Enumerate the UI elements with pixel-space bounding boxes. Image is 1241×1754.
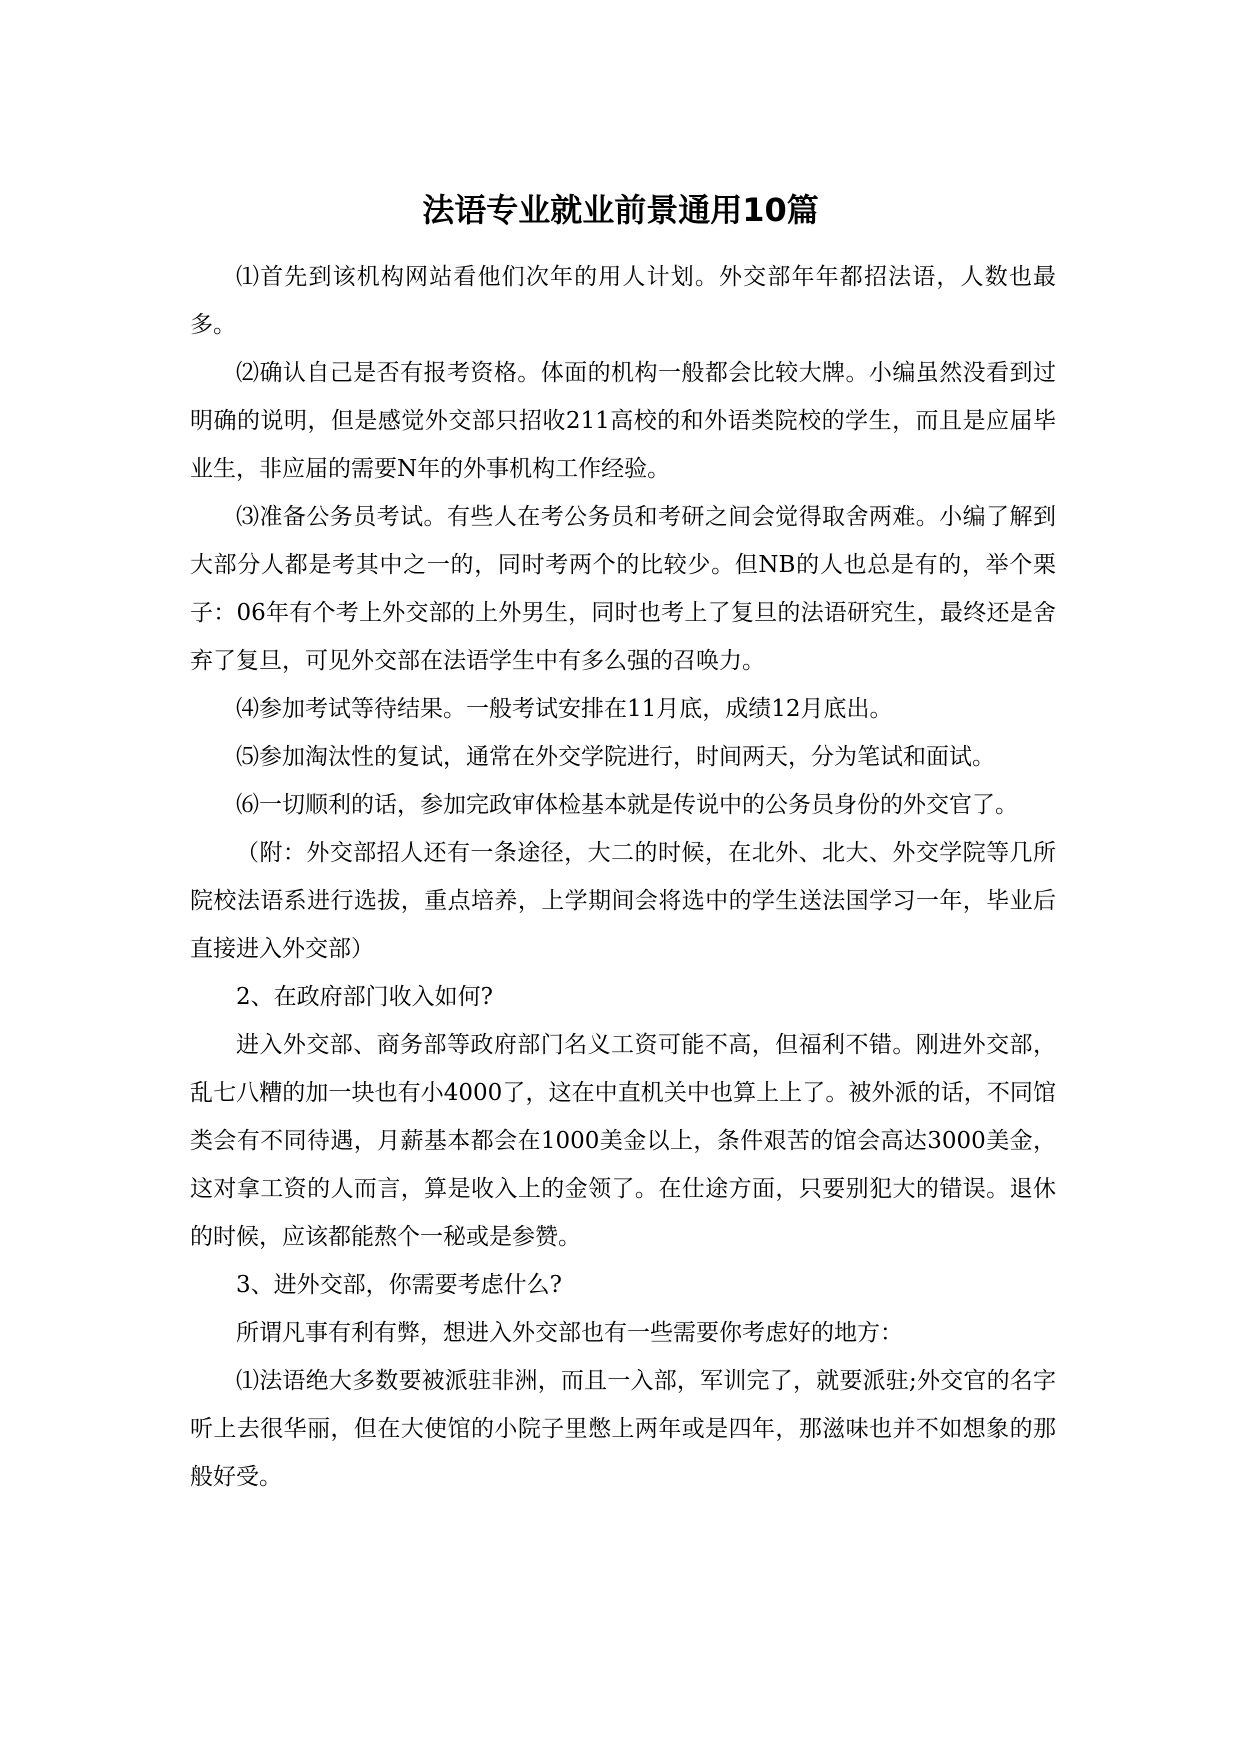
paragraph-step-2: ⑵确认自己是否有报考资格。体面的机构一般都会比较大牌。小编虽然没看到过明确的说明，但是感觉外交部只招收211高校的和外语类院校的学生，而且是应届毕业生，非应届的需要N年的外事机构工作经验。 [190,360,1056,482]
section-heading-considerations: 3、进外交部，你需要考虑什么? [236,1272,562,1298]
document-body [190,253,1056,1501]
section-heading-income: 2、在政府部门收入如何? [236,984,493,1010]
paragraph-note: （附：外交部招人还有一条途径，大二的时候，在北外、北大、外交学院等几所院校法语系进行选拔，重点培养，上学期间会将选中的学生送法国学习一年，毕业后直接进入外交部） [190,840,1056,962]
paragraph-step-6: ⑹一切顺利的话，参加完政审体检基本就是传说中的公务员身份的外交官了。 [236,792,1018,818]
document-title: 法语专业就业前景通用10篇 [422,191,819,229]
paragraph-step-4: ⑷参加考试等待结果。一般考试安排在11月底，成绩12月底出。 [236,696,893,722]
paragraph-step-5: ⑸参加淘汰性的复试，通常在外交学院进行，时间两天，分为笔试和面试。 [236,744,995,770]
paragraph-consideration-1: ⑴法语绝大多数要被派驻非洲，而且一入部，军训完了，就要派驻;外交官的名字听上去很华丽，但在大使馆的小院子里憋上两年或是四年，那滋味也并不如想象的那般好受。 [190,1368,1056,1490]
paragraph-step-1: ⑴首先到该机构网站看他们次年的用人计划。外交部年年都招法语，人数也最多。 [190,264,1056,338]
paragraph-step-3: ⑶准备公务员考试。有些人在考公务员和考研之间会觉得取舍两难。小编了解到大部分人都是考其中之一的，同时考两个的比较少。但NB的人也总是有的，举个栗子：06年有个考上外交部的上外男生，同时也考上了复旦的法语研究生，最终还是舍弃了复旦，可见外交部在法语学生中有多么强的召唤力。 [190,504,1056,674]
paragraph-considerations-intro: 所谓凡事有利有弊，想进入外交部也有一些需要你考虑好的地方： [236,1320,903,1346]
paragraph-income: 进入外交部、商务部等政府部门名义工资可能不高，但福利不错。刚进外交部，乱七八糟的加一块也有小4000了，这在中直机关中也算上上了。被外派的话，不同馆类会有不同待遇，月薪基本都会在1000美金以上，条件艰苦的馆会高达3000美金，这对拿工资的人而言，算是收入上的金领了。在仕途方面，只要别犯大的错误。退休的时候，应该都能熬个一秘或是参赞。 [190,1032,1056,1250]
